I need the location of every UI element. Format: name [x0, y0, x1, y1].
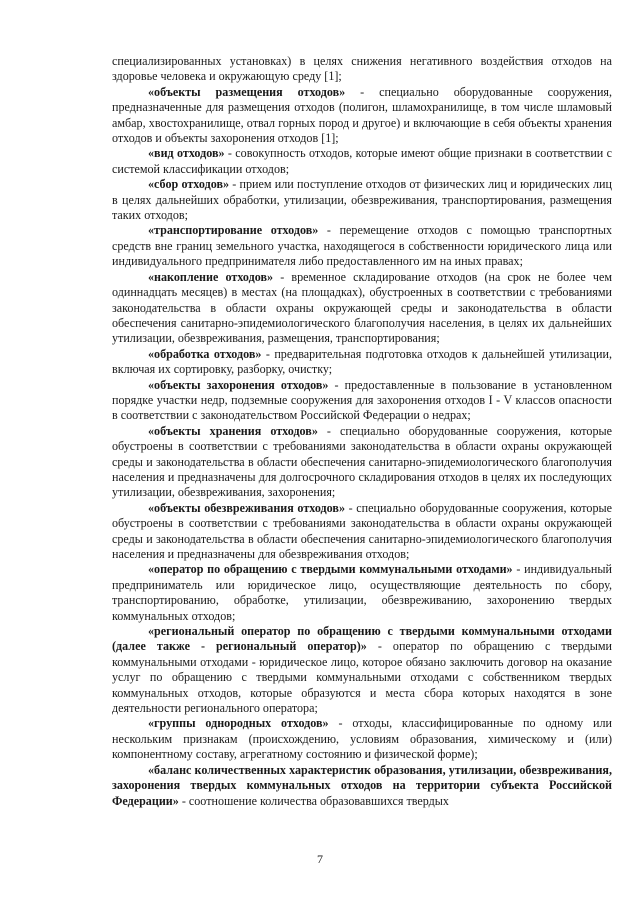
definition-text: - временное складирование отходов (на срок не более чем одиннадцать месяцев) в местах (на площадках), обустроенных в соответствии с требованиями законодательства в области охраны окружающей среды и законодательства в области обеспечения санитарно-эпидемиологического благополучия населения, в целях их дальнейших утилизации, обезвреживания, размещения, транспортирования; — [112, 269, 612, 346]
definition-paragraph — [112, 763, 612, 809]
definition-paragraph — [112, 223, 612, 269]
definition-paragraph — [112, 716, 612, 762]
definition-text: - перемещение отходов с помощью транспортных средств вне границ земельного участка, находящегося в собственности юридического лица или индивидуального предпринимателя либо предоставленного им на иных правах; — [112, 223, 612, 269]
definition-text: - прием или поступление отходов от физических лиц и юридических лиц в целях дальнейших обработки, утилизации, обезвреживания, транспортирования, размещения таких отходов; — [112, 177, 612, 223]
definition-term: «оператор по обращению с твердыми коммунальными отходами» — [148, 562, 513, 577]
definition-term: «баланс количественных характеристик образования, утилизации, обезвреживания, захоронения твердых коммунальных отходов на территории субъекта Российской Федерации» — [112, 762, 612, 808]
body-text — [112, 54, 612, 809]
definition-paragraph — [112, 501, 612, 563]
definition-term: «обработка отходов» — [148, 346, 262, 361]
definition-term: «объекты размещения отходов» — [148, 84, 346, 99]
definition-paragraph — [112, 562, 612, 624]
definition-term: «вид отходов» — [148, 146, 225, 161]
definition-text: - совокупность отходов, которые имеют общие признаки в соответствии с системой классификации отходов; — [112, 146, 612, 176]
definition-paragraph — [112, 424, 612, 501]
definition-paragraph — [112, 378, 612, 424]
page-number: 7 — [317, 852, 323, 866]
definition-text: - специально оборудованные сооружения, предназначенные для размещения отходов (полигон, шламохранилище, в том числе шламовый амбар, хвостохранилище, отвал горных пород и другое) и включающие в себя объекты хранения отходов и объекты захоронения отходов [1]; — [112, 84, 612, 146]
definition-term: «сбор отходов» — [148, 177, 230, 192]
definition-text: - индивидуальный предприниматель или юридическое лицо, осуществляющие деятельность по сбору, транспортированию, обработке, утилизации, обезвреживанию, захоронению твердых коммунальных отходов; — [112, 562, 612, 623]
definition-text: - предварительная подготовка отходов к дальнейшей утилизации, включая их сортировку, разборку, очистку; — [112, 346, 612, 377]
definition-term: «накопление отходов» — [148, 269, 274, 284]
definition-paragraph — [112, 177, 612, 223]
definition-term: «объекты захоронения отходов» — [148, 377, 329, 392]
definition-text: - специально оборудованные сооружения, которые обустроены в соответствии с требованиями законодательства в области охраны окружающей среды и законодательства в области обеспечения санитарно-эпидемиологического благополучия населения и предназначены для обезвреживания отходов; — [112, 500, 612, 561]
definition-text: - отходы, классифицированные по одному или нескольким признакам (происхождению, условиям образования, химическому и (или) компонентному составу, агрегатному состоянию и физической форме); — [112, 716, 612, 762]
intro-paragraph: специализированных установках) в целях снижения негативного воздействия отходов на здоровье человека и окружающую среду [1]; — [112, 54, 612, 84]
definition-text: - предоставленные в пользование в установленном порядке участки недр, подземные сооружения для захоронения отходов I - V классов опасности в соответствии с законодательством Российской Федерации о недрах; — [112, 377, 613, 423]
definition-term: «объекты обезвреживания отходов» — [148, 500, 345, 515]
definition-paragraph — [112, 85, 612, 147]
definition-term: «объекты хранения отходов» — [148, 423, 318, 438]
definition-text: - оператор по обращению с твердыми коммунальными отходами - юридическое лицо, которое обязано заключить договор на оказание услуг по обращению с твердыми коммунальными отходами с собственником твердых коммунальных отходов, которые образуются и места сбора которых находятся в зоне деятельности регионального оператора; — [112, 639, 612, 716]
definition-text: - соотношение количества образовавшихся твердых — [178, 793, 449, 808]
definition-term: «группы однородных отходов» — [148, 716, 329, 731]
definition-text: - специально оборудованные сооружения, которые обустроены в соответствии с требованиями законодательства в области охраны окружающей среды и законодательства в области обеспечения санитарно-эпидемиологического благополучия населения и предназначены для долгосрочного складирования отходов в целях их последующих утилизации, обезвреживания, захоронения; — [112, 423, 612, 500]
definition-paragraph — [112, 146, 612, 177]
definition-paragraph — [112, 624, 612, 716]
definition-term: «транспортирование отходов» — [148, 223, 319, 238]
definition-term: «региональный оператор по обращению с твердыми коммунальными отходами (далее также - региональный оператор)» — [112, 624, 612, 654]
definition-paragraph — [112, 270, 612, 347]
definition-paragraph — [112, 347, 612, 378]
